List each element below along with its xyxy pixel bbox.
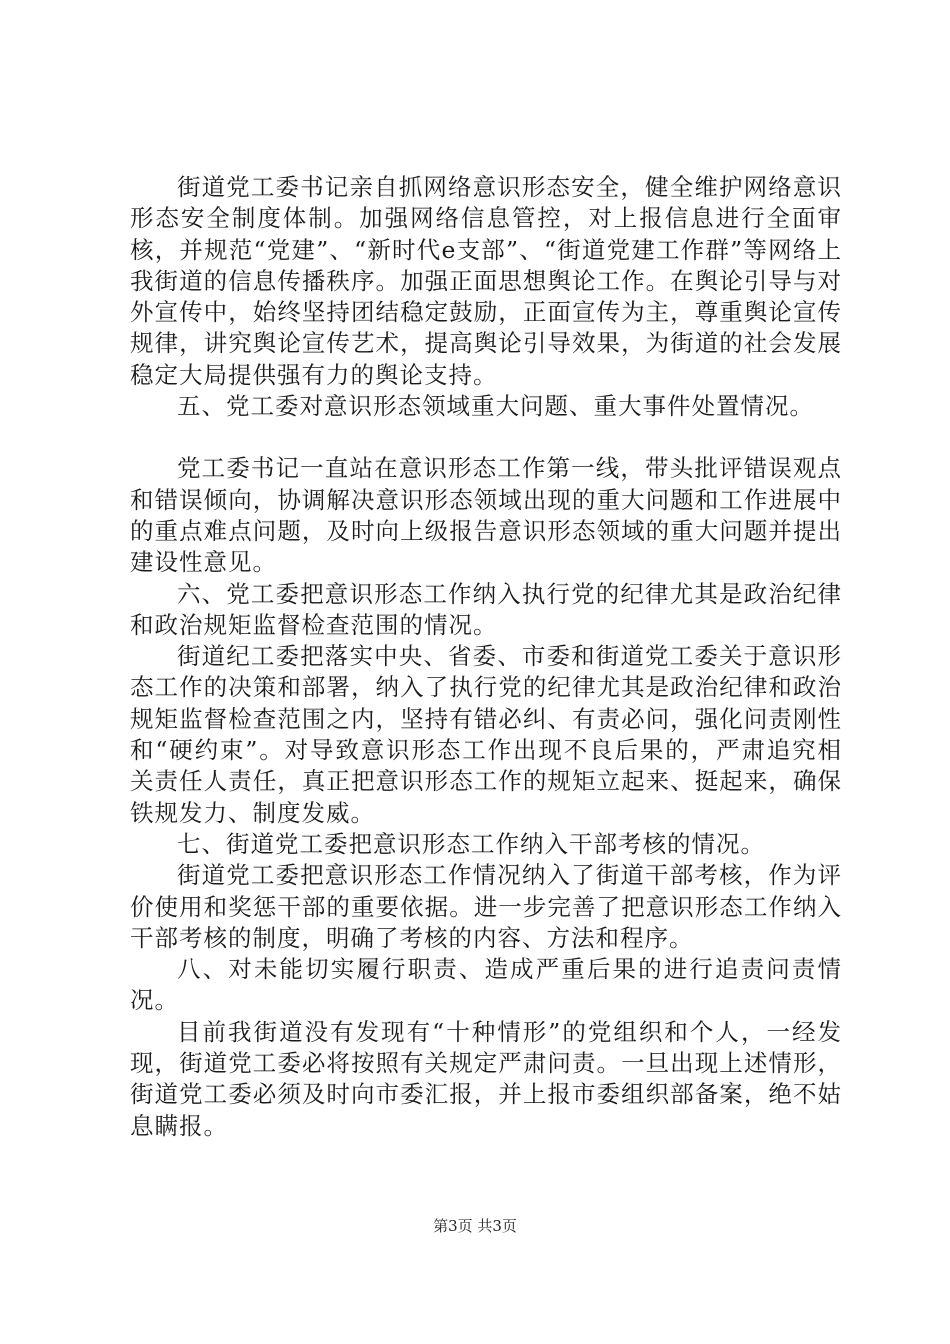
page-number-footer: 第3页 共3页: [433, 1217, 517, 1235]
section-heading-seven: 七、街道党工委把意识形态工作纳入干部考核的情况。: [177, 829, 765, 858]
section-heading-five: 五、党工委对意识形态领域重大问题、重大事件处置情况。: [177, 392, 814, 421]
document-body: [130, 172, 842, 1142]
section-heading-six: 六、党工委把意识形态工作纳入执行党的纪律尤其是政治纪律和政治规矩监督检查范围的情况。: [130, 579, 842, 639]
paragraph-discipline: 街道纪工委把落实中央、省委、市委和街道党工委关于意识形态工作的决策和部署，纳入了执行党的纪律尤其是政治纪律和政治规矩监督检查范围之内，坚持有错必纠、有责必问，强化问责刚性和“硬约束”。对导致意识形态工作出现不良后果的，严肃追究相关责任人责任，真正把意识形态工作的规矩立起来、挺起来，确保铁规发力、制度发威。: [130, 642, 842, 827]
paragraph-network-security: 街道党工委书记亲自抓网络意识形态安全，健全维护网络意识形态安全制度体制。加强网络信息管控，对上报信息进行全面审核，并规范“党建”、“新时代e支部”、“街道党建工作群”等网络上我街道的信息传播秩序。加强正面思想舆论工作。在舆论引导与对外宣传中，始终坚持团结稳定鼓励，正面宣传为主，尊重舆论宣传规律，讲究舆论宣传艺术，提高舆论引导效果，为街道的社会发展稳定大局提供强有力的舆论支持。: [130, 173, 842, 389]
section-heading-eight: 八、对未能切实履行职责、造成严重后果的进行追责问责情况。: [130, 955, 842, 1015]
paragraph-accountability: 目前我街道没有发现有“十种情形”的党组织和个人，一经发现，街道党工委必将按照有关规定严肃问责。一旦出现上述情形，街道党工委必须及时向市委汇报，并上报市委组织部备案，绝不姑息瞒报。: [130, 1017, 842, 1140]
paragraph-major-issues: 党工委书记一直站在意识形态工作第一线，带头批评错误观点和错误倾向，协调解决意识形态领域出现的重大问题和工作进展中的重点难点问题，及时向上级报告意识形态领域的重大问题并提出建设性意见。: [130, 454, 842, 577]
paragraph-cadre-assessment: 街道党工委把意识形态工作情况纳入了街道干部考核，作为评价使用和奖惩干部的重要依据。进一步完善了把意识形态工作纳入干部考核的制度，明确了考核的内容、方法和程序。: [130, 861, 842, 952]
